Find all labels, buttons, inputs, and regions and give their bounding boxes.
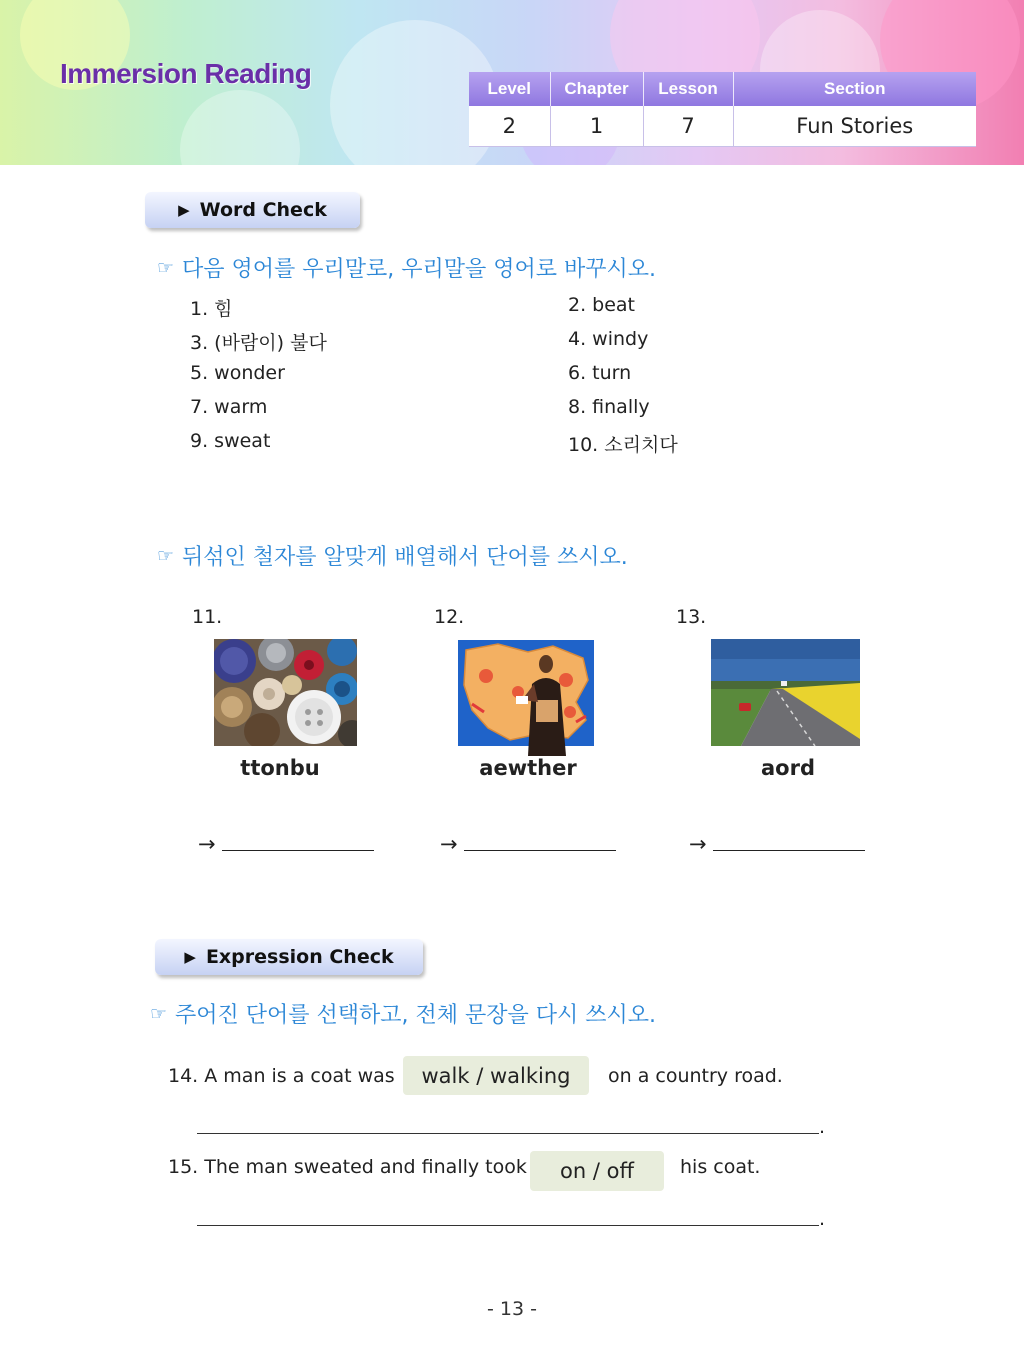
arrow-icon: → [689,832,707,856]
vocab-item: 7. warm [190,396,268,418]
country-road-image [711,639,860,746]
pointing-hand-icon: ☞ [157,256,175,279]
word-check-label: ▶ Word Check [145,192,360,228]
vocab-item: 9. sweat [190,430,271,452]
col-lesson: Lesson [643,72,733,106]
vocab-item: 3. (바람이) 불다 [190,332,327,354]
arrow-icon: → [440,832,458,856]
pointing-hand-icon: ☞ [157,544,175,567]
lesson-value: 7 [643,106,733,146]
vocab-item: 1. 힘 [190,298,233,320]
page-number: - 13 - [487,1298,537,1320]
scrambled-word-12: aewther [479,756,577,780]
q14-answer-line[interactable] [197,1132,819,1134]
col-section: Section [733,72,976,106]
scrambled-word-11: ttonbu [240,756,320,780]
level-value: 2 [469,106,550,146]
scrambled-word-13: aord [761,756,815,780]
q15-answer-line[interactable] [197,1224,819,1226]
q15-choice-box: on / off [530,1151,664,1191]
question-number-13: 13. [676,606,707,628]
play-triangle-icon: ▶ [178,201,190,219]
vocab-item: 6. turn [568,362,632,384]
buttons-image [214,639,357,746]
q15-sentence-start: 15. The man sweated and finally took [168,1156,527,1178]
weather-presenter-image [458,640,594,756]
answer-blank-13[interactable] [689,832,865,856]
header-banner [0,0,1024,165]
chapter-value: 1 [550,106,643,146]
q14-period: . [819,1116,826,1138]
q15-sentence-end: his coat. [680,1156,761,1178]
vocab-item: 5. wonder [190,362,285,384]
vocab-item: 10. 소리치다 [568,434,678,456]
vocab-item: 2. beat [568,294,636,316]
col-level: Level [469,72,550,106]
question-number-12: 12. [434,606,465,628]
q15-period: . [819,1208,826,1230]
expression-check-label: ▶ Expression Check [155,939,423,975]
answer-blank-12[interactable] [440,832,616,856]
answer-blank-11[interactable] [198,832,374,856]
arrow-icon: → [198,832,216,856]
vocab-item: 8. finally [568,396,650,418]
play-triangle-icon: ▶ [184,948,196,966]
unscramble-instruction: ☞ 뒤섞인 철자를 알맞게 배열해서 단어를 쓰시오. [157,544,628,570]
col-chapter: Chapter [550,72,643,106]
vocab-item: 4. windy [568,328,649,350]
expression-check-instruction: ☞ 주어진 단어를 선택하고, 전체 문장을 다시 쓰시오. [150,1002,657,1028]
q14-sentence-end: on a country road. [608,1065,783,1087]
q14-sentence-start: 14. A man is a coat was [168,1065,395,1087]
section-value: Fun Stories [733,106,976,146]
pointing-hand-icon: ☞ [150,1002,168,1025]
lesson-info-table [469,72,976,147]
q14-choice-box: walk / walking [403,1056,589,1095]
brand-title: Immersion Reading [60,58,312,89]
question-number-11: 11. [192,606,223,628]
word-check-instruction: ☞ 다음 영어를 우리말로, 우리말을 영어로 바꾸시오. [157,256,657,282]
